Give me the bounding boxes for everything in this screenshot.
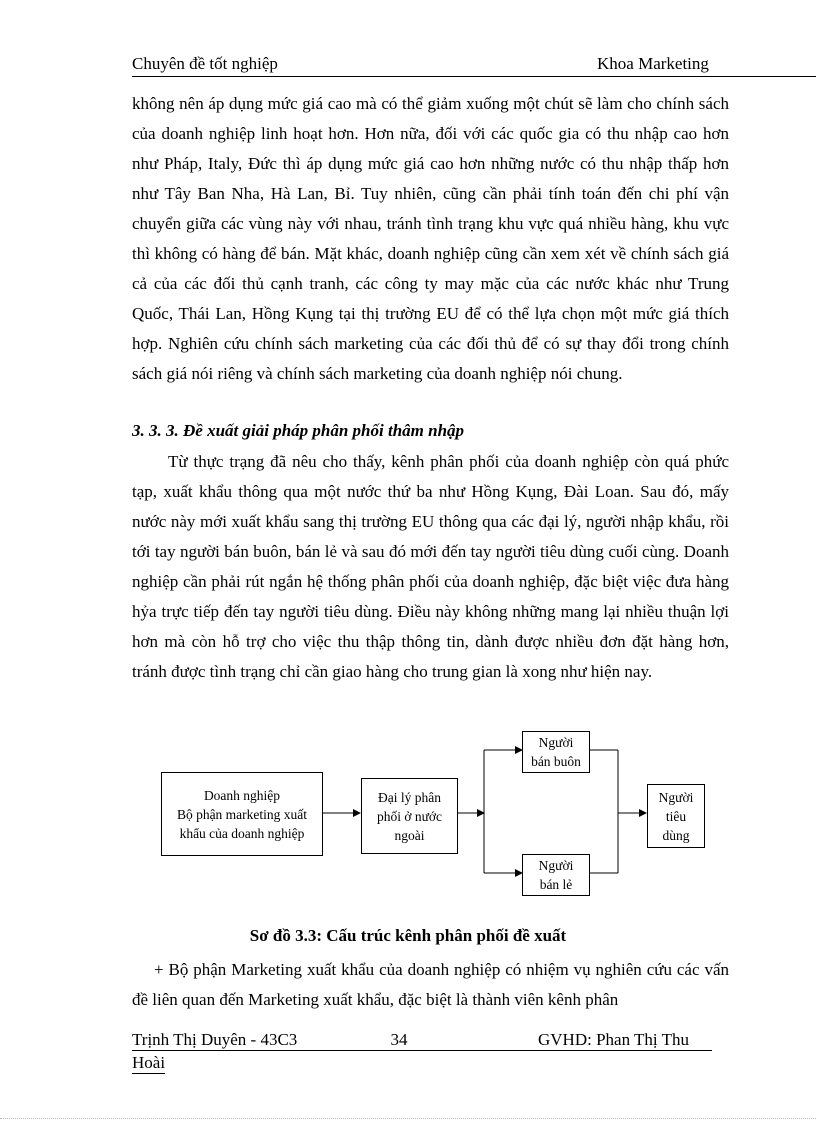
- footer-advisor-wrap: [454, 1030, 712, 1051]
- box-wholesale: [522, 731, 590, 773]
- header-department: Khoa Marketing: [597, 54, 709, 73]
- footer-author: Trịnh Thị Duyên - 43C3: [132, 1030, 344, 1051]
- footer-page-number: 34: [344, 1030, 454, 1051]
- box-retail-line1: Người: [538, 858, 574, 873]
- box-wholesale-line2: bán buôn: [531, 754, 581, 769]
- header-title: Chuyên đề tốt nghiệp: [132, 54, 278, 73]
- footer-advisor: GVHD: Phan Thị Thu: [538, 1030, 689, 1049]
- footer-advisor-cont: Hoài: [132, 1053, 166, 1072]
- box-wholesale-line1: Người: [538, 735, 574, 750]
- distribution-channel-diagram: [0, 725, 816, 905]
- box-enterprise: [161, 772, 323, 856]
- box-retail: [522, 854, 590, 896]
- box-agent-line1: Đại lý phân: [378, 789, 441, 805]
- box-consumer-line3: dùng: [662, 827, 690, 843]
- box-enterprise-line3: khẩu của doanh nghiệp: [179, 825, 305, 841]
- paragraph-marketing-dept: + Bộ phận Marketing xuất khẩu của doanh nghiệp có nhiệm vụ nghiên cứu các vấn đề liên quan đến Marketing xuất khẩu, đặc biệt là thành viên kênh phân: [132, 960, 729, 1009]
- section-heading: 3. 3. 3. Đề xuất giải pháp phân phối thâm nhập: [132, 421, 465, 440]
- paragraph-distribution: Từ thực trạng đã nêu cho thấy, kênh phân phối của doanh nghiệp còn quá phức tạp, xuất khẩu thông qua một nước thứ ba như Hồng Kụng, Đài Loan. Sau đó, mấy nước này mới xuất khẩu sang thị trường EU thông qua các đại lý, người nhập khẩu, rồi tới tay người bán buôn, bán lẻ và sau đó mới đến tay người tiêu dùng cuối cùng. Doanh nghiệp cần phải rút ngắn hệ thống phân phối của doanh nghiệp, đặc biệt việc đưa hàng hỷa trực tiếp đến tay người tiêu dùng. Điều này không những mang lại nhiều thuận lợi hơn mà còn hỗ trợ cho việc thu thập thông tin, dành được nhiều đơn đặt hàng hơn, tránh được tình trạng chỉ cần giao hàng cho trung gian là xong như hiện nay.: [132, 452, 729, 681]
- box-enterprise-line2: Bộ phận marketing xuất: [176, 806, 308, 822]
- box-consumer-line1: Người: [658, 789, 694, 805]
- box-enterprise-line1: Doanh nghiệp: [203, 787, 281, 803]
- box-retail-line2: bán lẻ: [539, 877, 573, 892]
- box-agent-line2: phối ở nước: [376, 808, 443, 824]
- box-agent-line3: ngoài: [394, 827, 425, 843]
- box-consumer-line2: tiêu: [665, 808, 687, 824]
- paragraph-pricing: không nên áp dụng mức giá cao mà có thể giảm xuống một chút sẽ làm cho chính sách của doanh nghiệp linh hoạt hơn. Hơn nữa, đối với các quốc gia có thu nhập cao hơn như Pháp, Italy, Đức thì áp dụng mức giá cao hơn những nước có thu nhập thấp hơn như Tây Ban Nha, Hà Lan, Bỉ. Tuy nhiên, cũng cần phải tính toán đến chi phí vận chuyển giữa các vùng này với nhau, tránh tình trạng khu vực quá nhiều hàng, khu vực thì không có hàng để bán. Mặt khác, doanh nghiệp cũng cần xem xét về chính sách giá cả của các đối thủ cạnh tranh, các công ty may mặc của các nước khác như Trung Quốc, Thái Lan, Hồng Kụng tại thị trường EU để có thể lựa chọn một mức giá thích hợp. Nghiên cứu chính sách marketing của các đối thủ để có sự thay đổi trong chính sách giá nói riêng và chính sách marketing của doanh nghiệp nói chung.: [132, 94, 729, 383]
- page-header: [132, 52, 816, 77]
- diagram-caption: Sơ đồ 3.3: Cấu trúc kênh phân phối đề xuất: [249, 926, 567, 945]
- box-consumer: [647, 784, 705, 848]
- page-bottom-rule: [0, 1118, 816, 1119]
- box-agent: [361, 778, 458, 854]
